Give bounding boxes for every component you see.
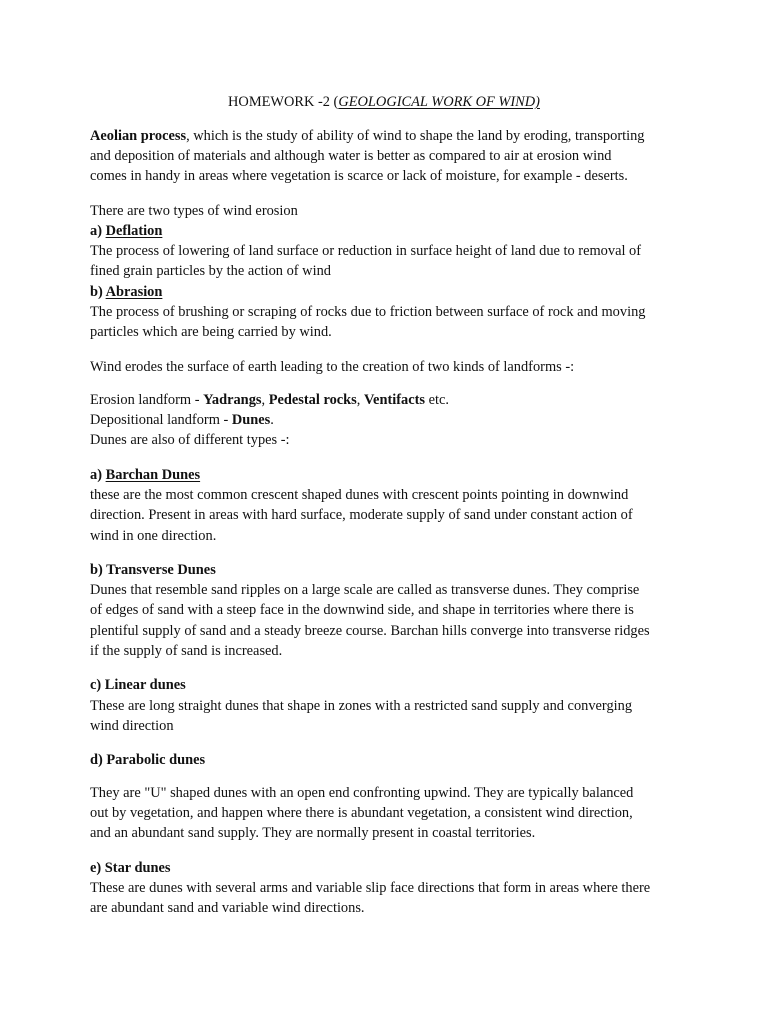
barchan-prefix: a) <box>90 467 106 483</box>
linear-heading <box>90 675 186 695</box>
transverse-line-1: Dunes that resemble sand ripples on a large scale are called as transverse dunes. They comprise <box>90 582 640 598</box>
separator: , <box>261 392 269 408</box>
intro-line-2: and deposition of materials and although water is better as compared to air at erosion wind <box>90 148 612 164</box>
abrasion-line-2: particles which are being carried by wind. <box>90 324 332 340</box>
transverse-line-4: if the supply of sand is increased. <box>90 643 283 659</box>
title-prefix: HOMEWORK -2 ( <box>228 94 339 110</box>
barchan-line-2: direction. Present in areas with hard surface, moderate supply of sand under constant action of <box>90 507 633 523</box>
etc-suffix: etc. <box>425 392 449 408</box>
title-italic: GEOLOGICAL WORK OF WIND) <box>338 94 540 110</box>
depositional-landform-label: Depositional landform - <box>90 412 232 428</box>
parabolic-line-3: and an abundant sand supply. They are normally present in coastal territories. <box>90 825 536 841</box>
deflation-line-1: The process of lowering of land surface or reduction in surface height of land due to removal of <box>90 243 642 259</box>
dunes-term: Dunes <box>231 412 271 428</box>
deflation-line-2: fined grain particles by the action of wind <box>90 263 331 279</box>
parabolic-line-2: out by vegetation, and happen where there is abundant vegetation, a consistent wind direction, <box>90 805 633 821</box>
abrasion-line-1: The process of brushing or scraping of rocks due to friction between surface of rock and moving <box>90 304 646 320</box>
intro-text-1: , which is the study of ability of wind to shape the land by eroding, transporting <box>186 128 645 144</box>
erosion-intro: There are two types of wind erosion <box>90 203 298 219</box>
deflation-label: Deflation <box>105 223 163 239</box>
depositional-landform-line <box>90 410 274 430</box>
period: . <box>270 412 274 428</box>
transverse-line-2: of edges of sand with a steep face in the downwind side, and shape in territories where there is <box>90 602 634 618</box>
transverse-label: b) Transverse Dunes <box>90 562 216 578</box>
abrasion-prefix: b) <box>90 284 106 300</box>
barchan-line-3: wind in one direction. <box>90 528 217 544</box>
transverse-heading <box>90 560 216 580</box>
dune-types-intro: Dunes are also of different types -: <box>90 432 290 448</box>
deflation-prefix: a) <box>90 223 106 239</box>
separator: , <box>356 392 364 408</box>
erosion-landform-line <box>90 390 449 410</box>
star-label: e) Star dunes <box>90 860 171 876</box>
star-line-2: are abundant sand and variable wind directions. <box>90 900 365 916</box>
yadrangs-term: Yadrangs <box>203 392 262 408</box>
pedestal-rocks-term: Pedestal rocks <box>268 392 357 408</box>
transverse-line-3: plentiful supply of sand and a steady breeze course. Barchan hills converge into transverse ridges <box>90 623 650 639</box>
linear-line-2: wind direction <box>90 718 174 734</box>
intro-line-1 <box>90 126 645 146</box>
barchan-label: Barchan Dunes <box>105 467 201 483</box>
parabolic-line-1: They are "U" shaped dunes with an open end confronting upwind. They are typically balanced <box>90 785 634 801</box>
abrasion-label: Abrasion <box>105 284 163 300</box>
parabolic-heading <box>90 750 205 770</box>
erosion-landform-label: Erosion landform - <box>90 392 204 408</box>
barchan-heading <box>90 465 200 485</box>
linear-label: c) Linear dunes <box>90 677 186 693</box>
star-heading <box>90 858 171 878</box>
barchan-line-1: these are the most common crescent shaped dunes with crescent points pointing in downwind <box>90 487 629 503</box>
intro-line-3: comes in handy in areas where vegetation is scarce or lack of moisture, for example - deserts. <box>90 168 628 184</box>
ventifacts-term: Ventifacts <box>363 392 426 408</box>
page-title <box>0 92 768 112</box>
deflation-heading <box>90 221 162 241</box>
linear-line-1: These are long straight dunes that shape in zones with a restricted sand supply and converging <box>90 698 633 714</box>
star-line-1: These are dunes with several arms and variable slip face directions that form in areas where there <box>90 880 651 896</box>
parabolic-label: d) Parabolic dunes <box>90 752 206 768</box>
landforms-intro: Wind erodes the surface of earth leading to the creation of two kinds of landforms -: <box>90 359 575 375</box>
abrasion-heading <box>90 282 162 302</box>
aeolian-term: Aeolian process <box>90 128 187 144</box>
